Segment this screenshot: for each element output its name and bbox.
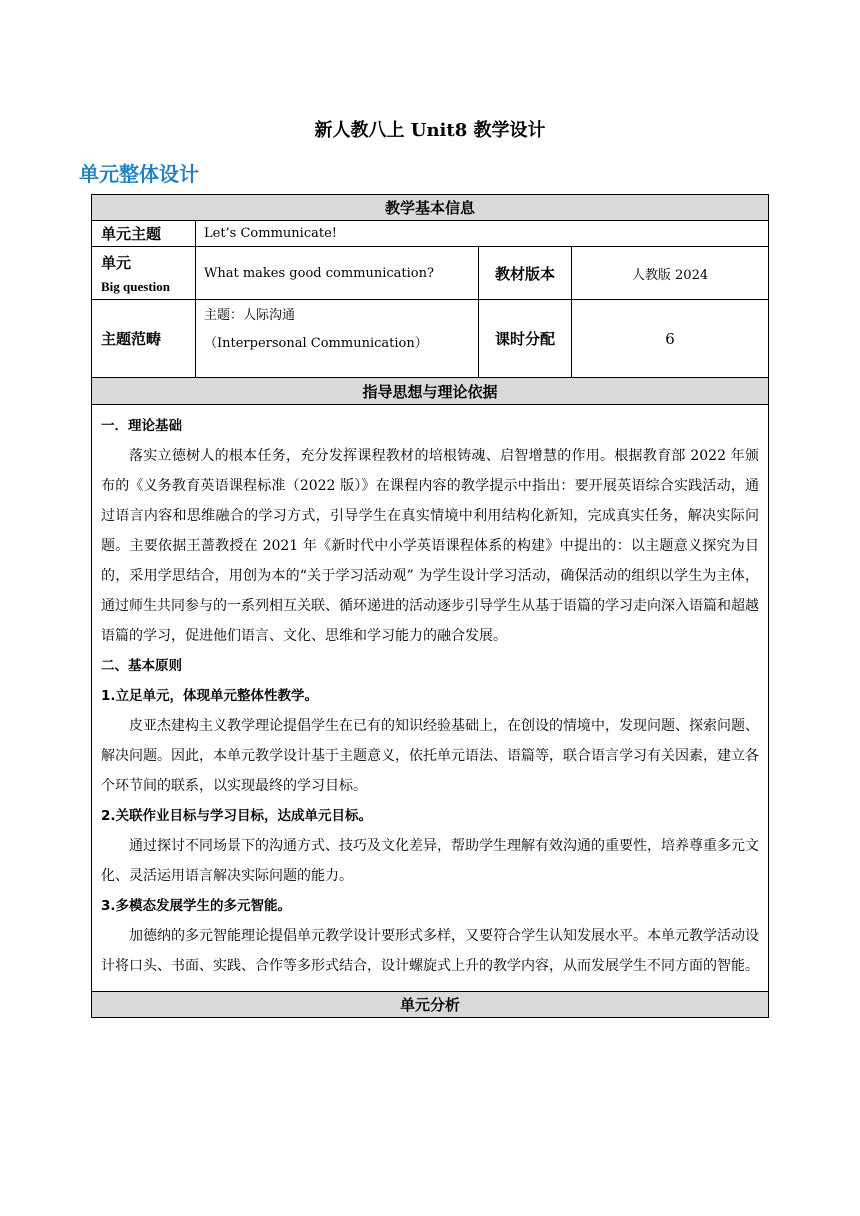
principles-heading: 二、基本原则: [101, 658, 182, 674]
guiding-header: 指导思想与理论依据: [92, 378, 769, 405]
table-row: [92, 221, 769, 247]
principle-3-text: 加德纳的多元智能理论提倡单元教学设计要形式多样，又要符合学生认知发展水平。本单元教学活动设计将口头、书面、实践、合作等多形式结合，设计螺旋式上升的教学内容，从而发展学生不同方面的智能。: [101, 928, 759, 974]
table-row: [92, 378, 769, 405]
big-question-value: What makes good communication?: [196, 247, 479, 300]
theory-text: 落实立德树人的根本任务，充分发挥课程教材的培根铸魂、启智增慧的作用。根据教育部 2022 年颁布的《义务教育英语课程标准（2022 版）》在课程内容的教学提示中指出：要开展英语综合实践活动，通过语言内容和思维融合的学习方式，引导学生在真实情境中利用结构化新知，完成真实任务，解决实际问题。主要依据王蔷教授在 2021 年《新时代中小学英语课程体系的构建》中提出的：以主题意义探究为目的，采用学思结合，用创为本的“关于学习活动观” 为学生设计学习活动，确保活动的组织以学生为主体，通过师生共同参与的一系列相互关联、循环递进的活动逐步引导学生从基于语篇的学习走向深入语篇和超越语篇的学习，促进他们语言、文化、思维和学习能力的融合发展。: [101, 448, 759, 644]
theme-scope-line1: 主题：人际沟通: [204, 308, 296, 323]
unit-analysis-header: 单元分析: [92, 992, 769, 1018]
theme-scope-value: [196, 300, 479, 378]
table-row: [92, 992, 769, 1018]
periods-value: 6: [572, 300, 769, 378]
edition-value: 人教版 2024: [572, 247, 769, 300]
teaching-info-table: [91, 194, 769, 1018]
big-question-label-cell: [92, 247, 196, 300]
basic-info-header: 教学基本信息: [92, 195, 769, 221]
table-row: [92, 195, 769, 221]
unit-theme-label: 单元主题: [92, 221, 196, 247]
principle-1-heading: 1.立足单元，体现单元整体性教学。: [101, 688, 319, 704]
section-heading: 单元整体设计: [79, 162, 199, 186]
principle-1-text: 皮亚杰建构主义教学理论提倡学生在已有的知识经验基础上，在创设的情境中，发现问题、探索问题、解决问题。因此，本单元教学设计基于主题意义，依托单元语法、语篇等，联合语言学习有关因素，建立各个环节间的联系，以实现最终的学习目标。: [101, 718, 759, 794]
theme-scope-line2: （Interpersonal Communication）: [204, 336, 428, 351]
theme-scope-label: 主题范畴: [92, 300, 196, 378]
principle-2-heading: 2.关联作业目标与学习目标，达成单元目标。: [101, 808, 373, 824]
principle-3-heading: 3.多模态发展学生的多元智能。: [101, 898, 292, 914]
principle-2-text: 通过探讨不同场景下的沟通方式、技巧及文化差异，帮助学生理解有效沟通的重要性，培养尊重多元文化、灵活运用语言解决实际问题的能力。: [101, 838, 759, 884]
periods-label: 课时分配: [479, 300, 572, 378]
big-question-label: 单元: [101, 253, 132, 272]
table-row: [92, 247, 769, 300]
theory-heading: 一．理论基础: [101, 418, 182, 434]
big-question-sublabel: Big question: [101, 278, 170, 294]
unit-theme-value: Let’s Communicate!: [196, 221, 769, 247]
edition-label: 教材版本: [479, 247, 572, 300]
document-title: 新人教八上 Unit8 教学设计: [314, 120, 546, 141]
table-row: [92, 405, 769, 992]
table-row: [92, 300, 769, 378]
guiding-body: [92, 405, 769, 992]
